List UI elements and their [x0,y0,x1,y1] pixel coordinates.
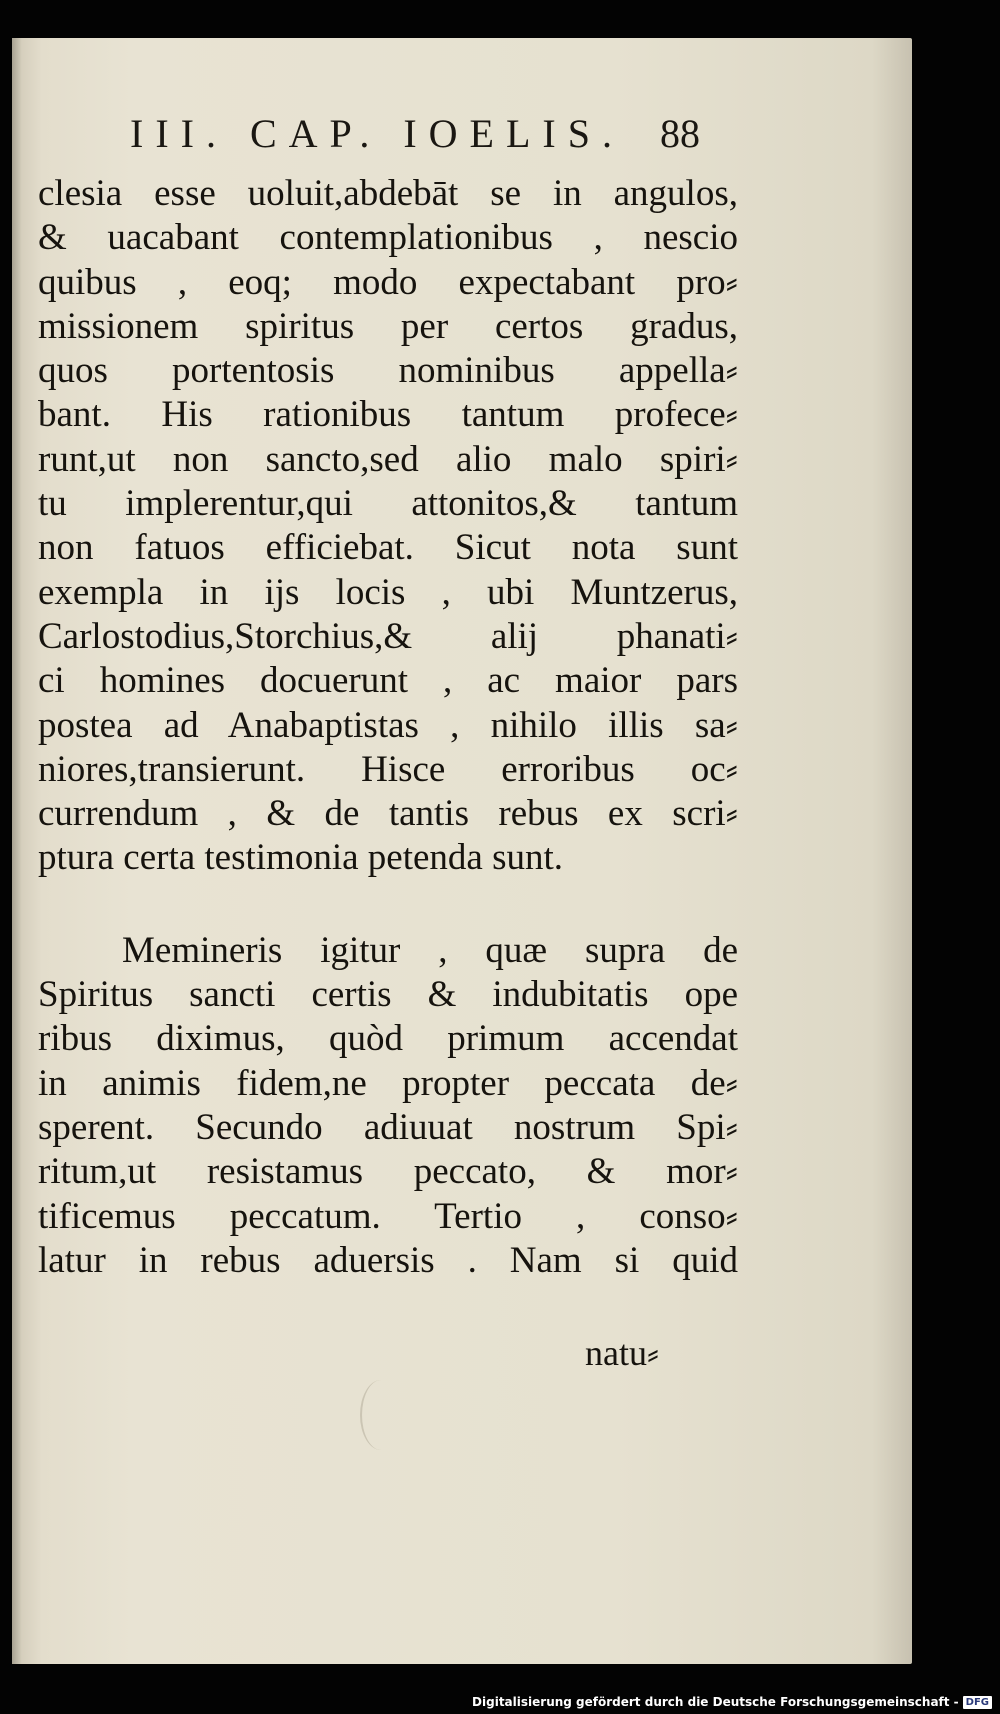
page-gutter-edge [12,38,22,1664]
paragraph-1 [38,172,738,881]
text-line: in animis fidem,ne propter peccata de⸗ [38,1062,738,1104]
text-line: runt,ut non sancto,sed alio malo spiri⸗ [38,438,738,480]
text-line: ritum,ut resistamus peccato, & mor⸗ [38,1151,738,1193]
paragraph-2 [38,929,738,1283]
text-line: non fatuos efficiebat. Sicut nota sunt [38,527,738,569]
text-line: bant. His rationibus tantum profece⸗ [38,394,738,436]
text-line: ptura certa testimonia petenda sunt. [38,837,564,879]
text-line: & uacabant contemplationibus , nescio [38,217,738,259]
text-line: Memineris igitur , quæ supra de [122,929,738,971]
text-line: clesia esse uoluit,abdebāt se in angulos, [38,173,738,214]
body-text [38,172,738,1283]
text-line: missionem spiritus per certos gradus, [38,305,738,347]
text-line: quos portentosis nominibus appella⸗ [38,350,738,392]
text-line: ci homines docuerunt , ac maior pars [38,660,738,702]
text-line: tificemus peccatum. Tertio , conso⸗ [38,1195,738,1237]
text-line: Spiritus sancti certis & indubitatis ope [38,974,738,1016]
text-line: Carlostodius,Storchius,& alij phanati⸗ [38,615,738,657]
text-line: postea ad Anabaptistas , nihilo illis sa⸗ [38,704,738,746]
text-line: quibus , eoq; modo expectabant pro⸗ [38,261,738,303]
text-line: currendum , & de tantis rebus ex scri⸗ [38,793,738,835]
credit-text: Digitalisierung gefördert durch die Deutsche Forschungsgemeinschaft - [472,1695,959,1709]
catchword: natu⸗ [585,1333,659,1373]
ink-show-through [360,1380,402,1450]
text-line: tu implerentur,qui attonitos,& tantum [38,483,738,525]
text-line: ribus diximus, quòd primum accendat [38,1018,738,1060]
text-line: exempla in ijs locis , ubi Muntzerus, [38,571,738,613]
text-line: niores,transierunt. Hisce erroribus oc⸗ [38,748,738,790]
text-line: latur in rebus aduersis . Nam si quid [38,1239,738,1281]
page-number: 88 [660,111,700,156]
dfg-logo: DFG [963,1696,992,1709]
digitization-credit [472,1694,992,1710]
text-line: sperent. Secundo adiuuat nostrum Spi⸗ [38,1106,738,1148]
running-head: III. CAP. IOELIS. [130,111,624,156]
